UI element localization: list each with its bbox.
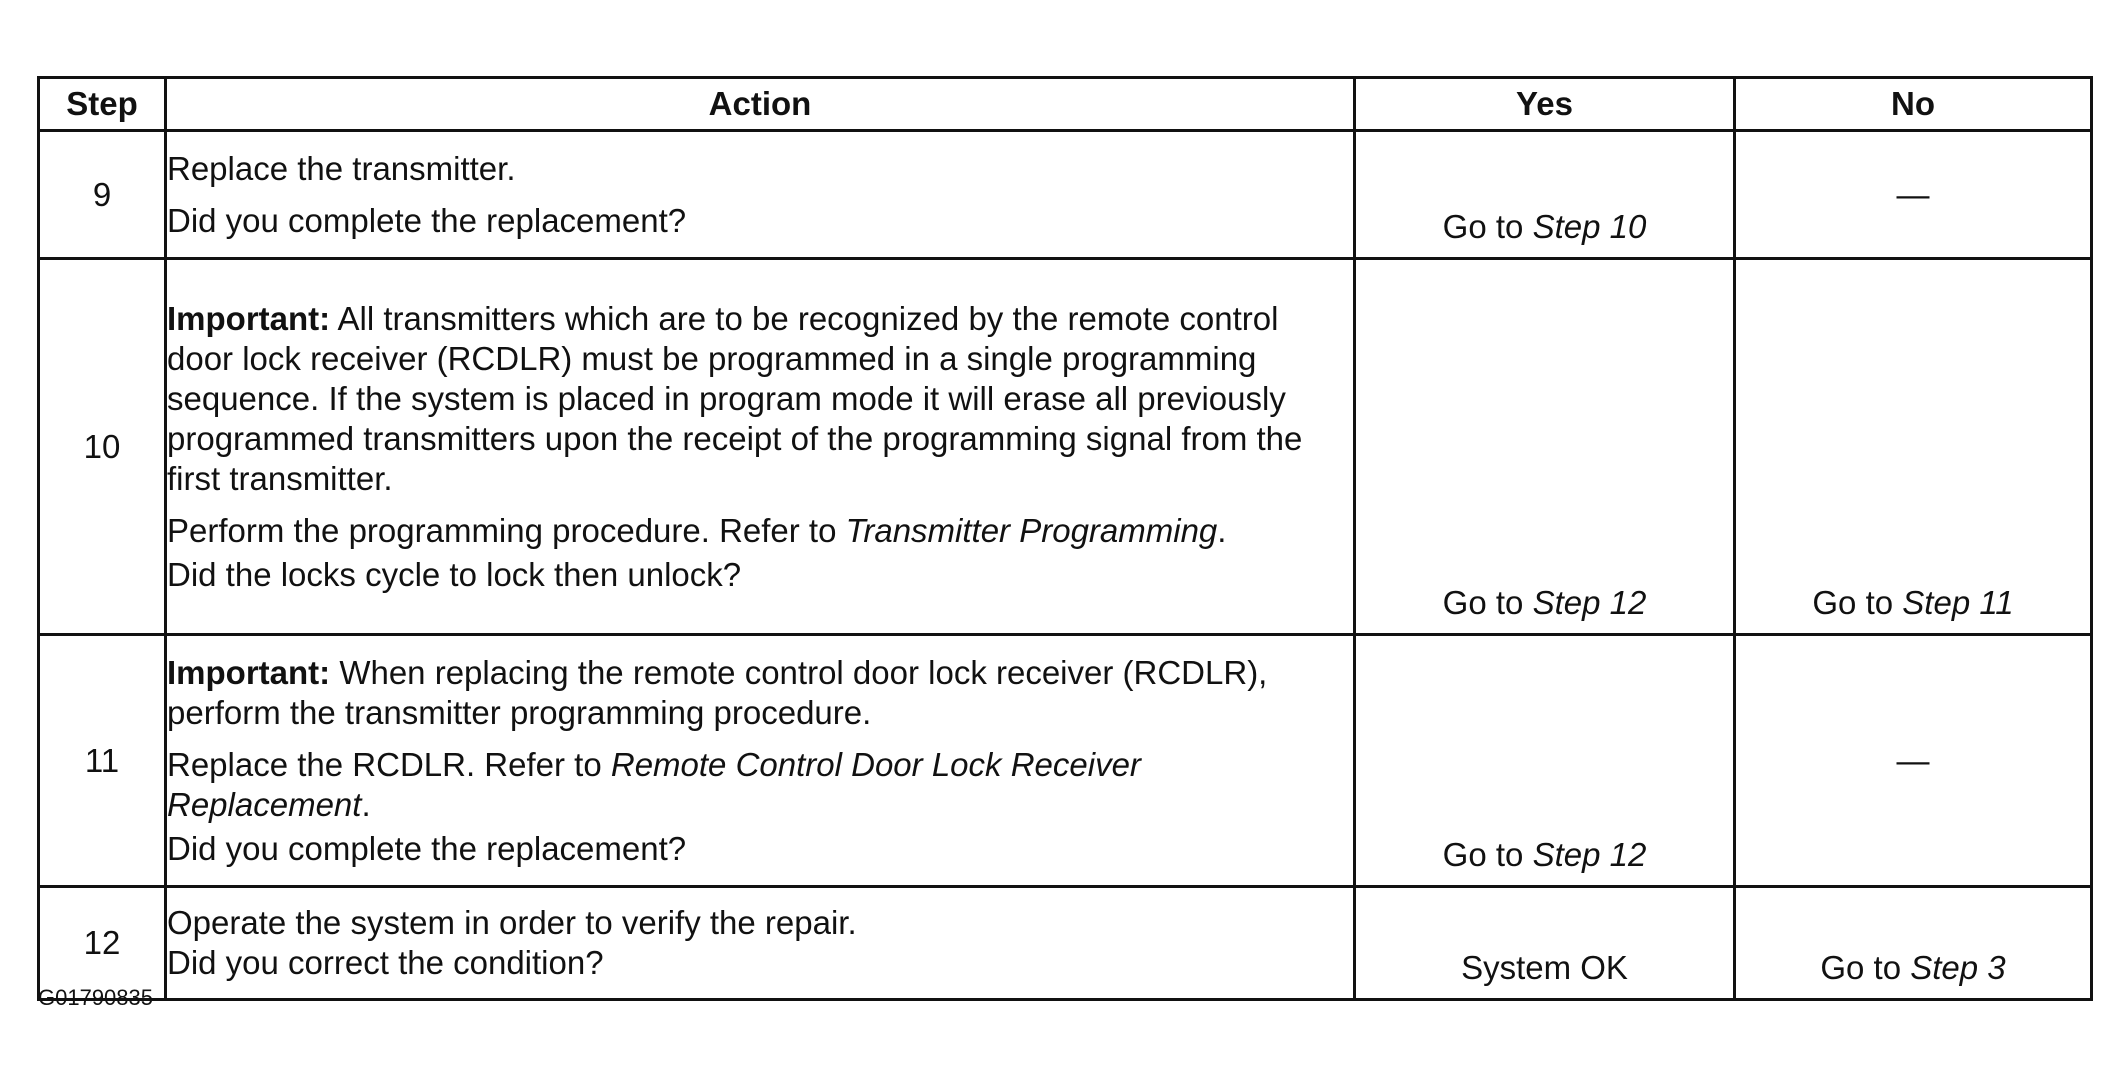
yes-goto-prefix: Go to	[1442, 584, 1533, 621]
no-cell	[1735, 635, 2092, 887]
table-row-step-10	[39, 259, 2092, 635]
no-cell	[1735, 887, 2092, 1000]
column-header-step: Step	[39, 78, 166, 131]
action-question: Did the locks cycle to lock then unlock?	[167, 555, 742, 593]
column-header-no: No	[1735, 78, 2092, 131]
no-cell	[1735, 259, 2092, 635]
action-instruction: Replace the transmitter.	[167, 149, 516, 187]
step-number: 11	[39, 635, 166, 887]
important-text: All transmitters which are to be recognized by the remote control door lock receiver (RCDLR) must be programmed in a single programming sequence. If the system is placed in program mode it will erase all previously programmed transmitters upon the receipt of the programming signal from the first transmitter.	[167, 299, 1303, 497]
procedure-reference-link[interactable]: Remote Control Door Lock Receiver Replacement	[167, 745, 1141, 823]
yes-cell	[1355, 887, 1735, 1000]
step-number: 10	[39, 259, 166, 635]
no-step-link[interactable]: Step 11	[1902, 584, 2014, 621]
procedure-reference-link[interactable]: Transmitter Programming	[845, 511, 1218, 549]
important-text: When replacing the remote control door lock receiver (RCDLR), perform the transmitter programming procedure.	[167, 653, 1268, 731]
action-cell	[166, 887, 1355, 1000]
important-label: Important:	[167, 299, 331, 337]
instruction-suffix: .	[361, 785, 371, 823]
yes-cell	[1355, 635, 1735, 887]
column-header-yes: Yes	[1355, 78, 1735, 131]
action-question: Did you complete the replacement?	[167, 201, 687, 239]
no-goto-prefix: Go to	[1820, 949, 1911, 986]
yes-goto-prefix: Go to	[1442, 208, 1533, 245]
table-row-step-11	[39, 635, 2092, 887]
action-instruction	[167, 745, 1353, 825]
instruction-suffix: .	[1217, 511, 1227, 549]
yes-goto-prefix: Go to	[1442, 836, 1533, 873]
no-dash: —	[1896, 175, 1930, 213]
yes-cell	[1355, 131, 1735, 259]
instruction-text: Replace the RCDLR. Refer to	[167, 745, 611, 783]
action-instruction	[167, 511, 1353, 551]
yes-cell	[1355, 259, 1735, 635]
step-number: 12	[39, 887, 166, 1000]
figure-id: G01790835	[38, 985, 153, 1010]
instruction-text: Perform the programming procedure. Refer to	[167, 511, 846, 549]
no-cell	[1735, 131, 2092, 259]
action-question: Did you complete the replacement?	[167, 829, 687, 867]
column-header-action: Action	[166, 78, 1355, 131]
important-label: Important:	[167, 653, 331, 691]
yes-step-link[interactable]: Step 10	[1532, 208, 1647, 245]
important-note	[167, 653, 1353, 733]
action-cell	[166, 131, 1355, 259]
action-question: Did you correct the condition?	[167, 944, 604, 981]
table-row-step-9	[39, 131, 2092, 259]
yes-step-link[interactable]: Step 12	[1532, 836, 1647, 873]
action-cell	[166, 259, 1355, 635]
table-row-step-12	[39, 887, 2092, 1000]
no-goto-prefix: Go to	[1812, 584, 1903, 621]
no-step-link[interactable]: Step 3	[1910, 949, 2006, 986]
yes-result: System OK	[1461, 949, 1628, 986]
action-cell	[166, 635, 1355, 887]
action-instruction: Operate the system in order to verify the repair.	[167, 904, 857, 941]
no-dash: —	[1896, 741, 1930, 779]
yes-step-link[interactable]: Step 12	[1532, 584, 1647, 621]
table-header-row	[39, 78, 2092, 131]
important-note	[167, 299, 1353, 499]
diagnostic-table	[37, 76, 2093, 1001]
step-number: 9	[39, 131, 166, 259]
